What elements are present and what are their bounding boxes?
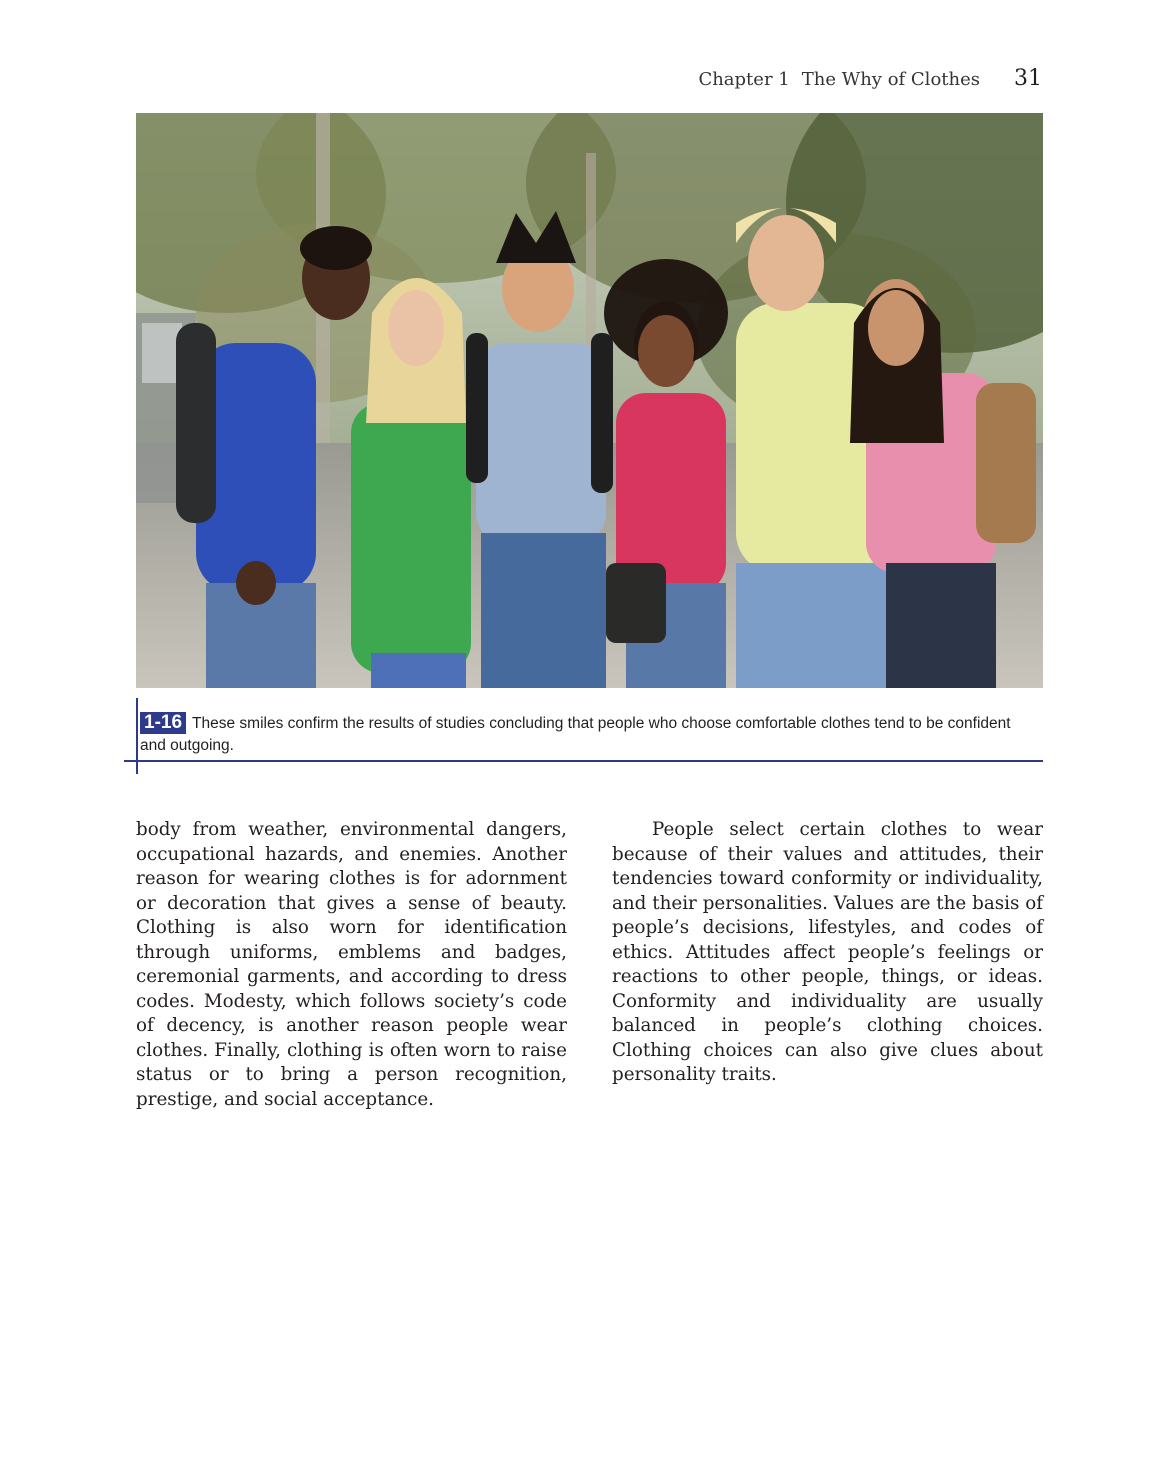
- running-head: [698, 66, 1042, 91]
- caption-rule-vertical: [136, 698, 138, 774]
- figure-caption: [124, 698, 1043, 774]
- figure-number: 1-16: [140, 712, 186, 734]
- right-paragraph: People select certain clothes to wear because of their values and attitudes, their tendencies toward conformity or individuality, and their personalities. Values are the basis of people’s decisions, lifestyles, and codes of ethics. Attitudes affect people’s feelings or reactions to other people, things, or ideas. Conformity and individuality are usually balanced in people’s clothing choices. Clothing choices can also give clues about personality traits.: [612, 819, 1043, 1085]
- caption-text-block: [140, 712, 1030, 757]
- group-photo: [136, 113, 1043, 688]
- body-column-right: [612, 818, 1043, 1088]
- page-number: 31: [1014, 66, 1042, 91]
- chapter-title: The Why of Clothes: [801, 69, 980, 90]
- chapter-label: Chapter 1: [698, 69, 790, 90]
- group-photo-illustration: [136, 113, 1043, 688]
- left-paragraph: body from weather, environmental dangers, occupational hazards, and enemies. Another reason for wearing clothes is for adornment or decoration that gives a sense of beauty. Clothing is also worn for identification through uniforms, emblems and badges, ceremonial garments, and according to dress codes. Modesty, which follows society’s code of decency, is another reason people wear clothes. Finally, clothing is often worn to raise status or to bring a person recognition, prestige, and social acceptance.: [136, 819, 567, 1110]
- body-column-left: [136, 818, 567, 1112]
- caption-text: These smiles confirm the results of studies concluding that people who choose comfortable clothes tend to be confident and outgoing.: [140, 715, 1011, 754]
- caption-rule-horizontal: [124, 760, 1043, 762]
